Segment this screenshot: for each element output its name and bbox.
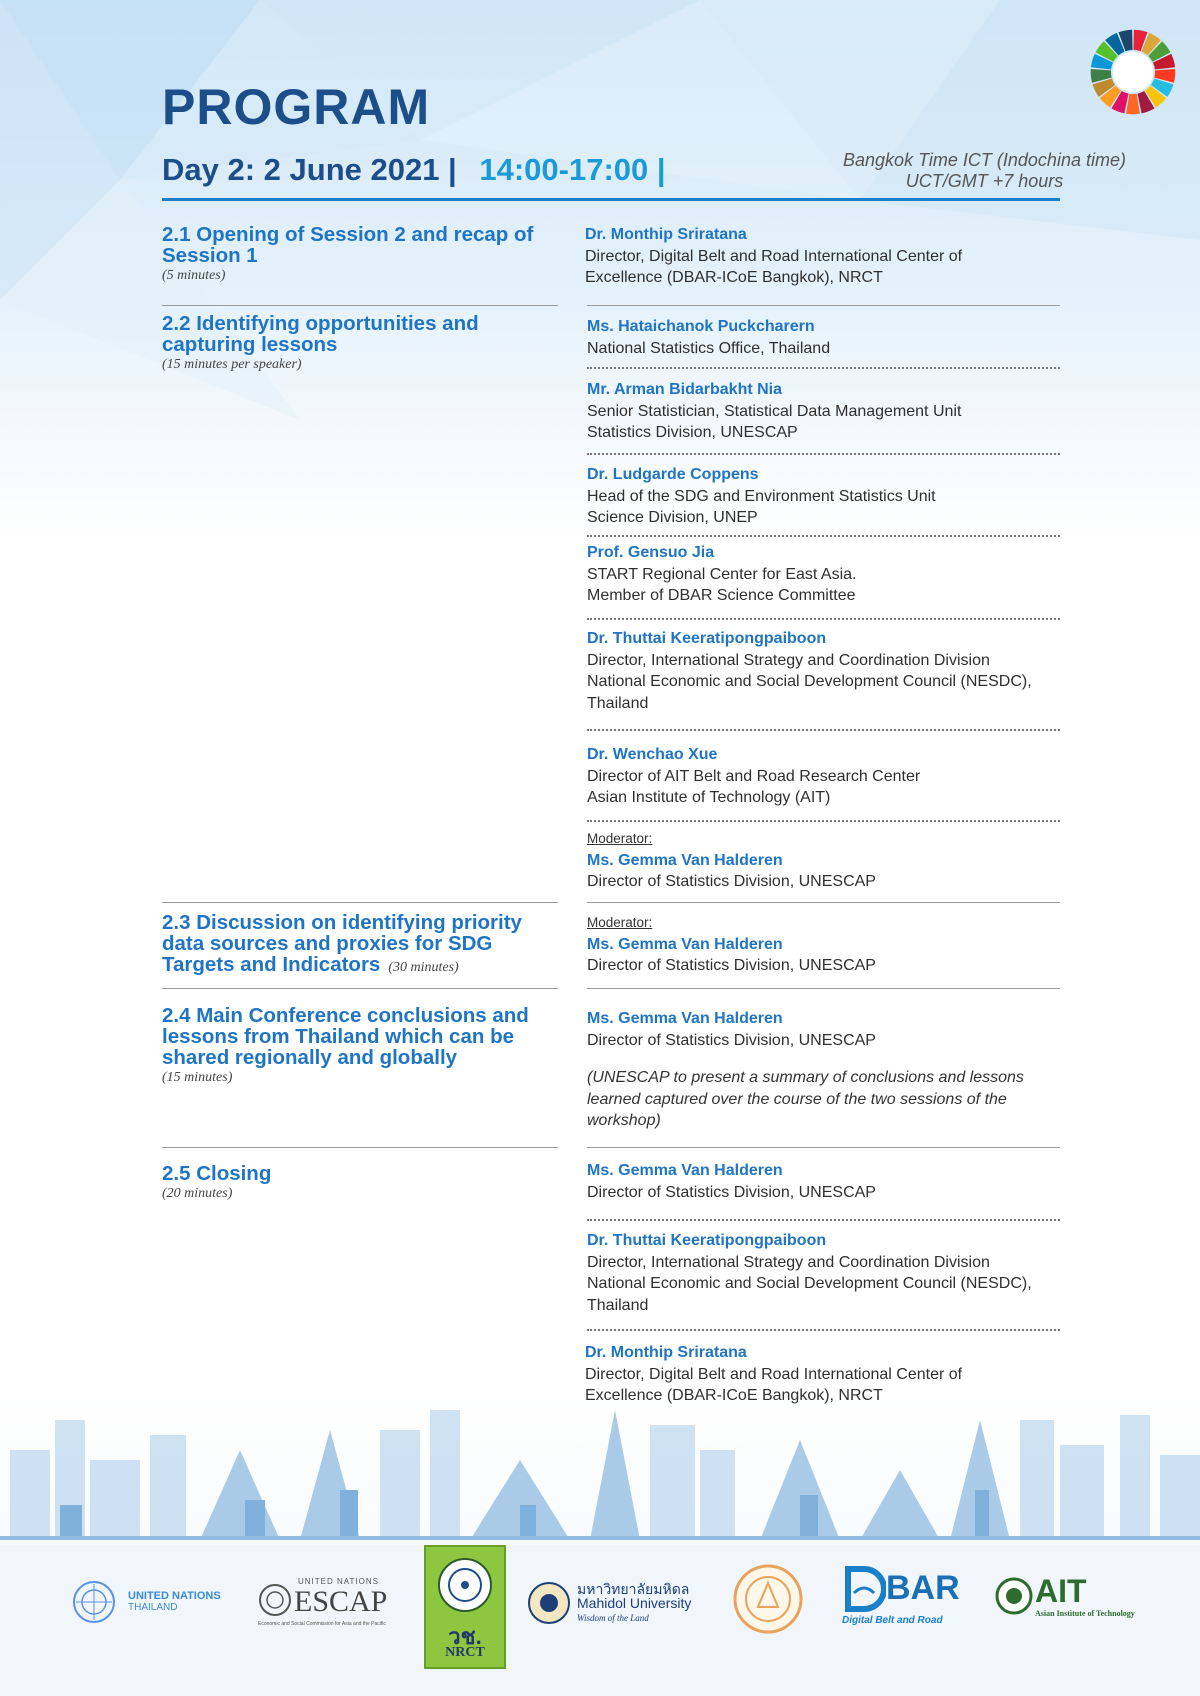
- dharma-wheel-icon: [437, 1557, 493, 1613]
- session-title: 2.2 Identifying opportunities and capturing lessons: [162, 312, 479, 356]
- escap-text: ESCAP: [294, 1585, 388, 1618]
- divider: [587, 902, 1060, 903]
- divider: [587, 1147, 1060, 1148]
- session-duration: (5 minutes): [162, 268, 226, 283]
- session-duration: (15 minutes per speaker): [162, 357, 302, 372]
- speaker: [587, 464, 1067, 529]
- dotted-divider: [587, 1219, 1060, 1221]
- session-title: 2.4 Main Conference conclusions and lessons from Thailand which can be shared regionally and globally: [162, 1004, 529, 1069]
- mahidol-thai-text: มหาวิทยาลัยมหิดล: [577, 1581, 690, 1597]
- session-title: 2.5 Closing: [162, 1162, 272, 1185]
- un-country: THAILAND: [128, 1602, 178, 1613]
- speaker-role: START Regional Center for East Asia.: [587, 565, 857, 583]
- speaker-role: Director, Digital Belt and Road International Center of: [585, 1365, 963, 1383]
- divider: [162, 902, 558, 903]
- dotted-divider: [587, 729, 1060, 731]
- moderator: [587, 912, 1067, 977]
- day-date: [162, 152, 666, 188]
- speaker: [587, 379, 1067, 444]
- nrct-text: NRCT: [445, 1645, 485, 1660]
- session-duration: (15 minutes): [162, 1070, 233, 1085]
- speaker-name: Mr. Arman Bidarbakht Nia: [587, 381, 783, 398]
- moderator-label: Moderator:: [587, 915, 653, 930]
- ait-emblem-icon: [995, 1577, 1033, 1615]
- speaker: [587, 1008, 1067, 1132]
- speaker: [587, 1230, 1067, 1316]
- city-skyline-illustration: [0, 1390, 1200, 1540]
- divider: [162, 305, 558, 306]
- speaker-name: Dr. Wenchao Xue: [587, 746, 718, 763]
- speaker-name: Dr. Monthip Sriratana: [585, 226, 747, 243]
- time-range: 14:00-17:00 |: [479, 152, 666, 187]
- dotted-divider: [587, 535, 1060, 537]
- speaker-role: Director of Statistics Division, UNESCAP: [587, 1031, 876, 1049]
- seal-icon: [732, 1563, 804, 1635]
- ait-text: AIT: [1035, 1573, 1087, 1609]
- speaker-role: Director, Digital Belt and Road International Center of: [585, 247, 963, 265]
- session-2-2: [162, 313, 562, 373]
- dotted-divider: [587, 618, 1060, 620]
- un-emblem-icon: [258, 1583, 292, 1617]
- speaker-org: Asian Institute of Technology (AIT): [587, 789, 831, 806]
- un-name: UNITED NATIONS: [128, 1590, 221, 1602]
- speaker-name: Ms. Gemma Van Halderen: [587, 1162, 783, 1179]
- speaker-name: Ms. Gemma Van Halderen: [587, 935, 783, 953]
- dotted-divider: [587, 820, 1060, 822]
- speaker-role: Director, International Strategy and Coordination Division: [587, 1253, 990, 1271]
- speaker-org: Science Division, UNEP: [587, 509, 758, 526]
- un-thailand-logo: [72, 1580, 221, 1629]
- mahidol-text: Mahidol University: [577, 1595, 692, 1611]
- moderator-label: Moderator:: [587, 831, 653, 846]
- speaker-org: National Economic and Social Development Council (NESDC),: [587, 1275, 1032, 1292]
- header-rule: [162, 198, 1060, 201]
- dotted-divider: [587, 453, 1060, 455]
- speaker-role: Senior Statistician, Statistical Data Management Unit: [587, 402, 962, 420]
- sdg-wheel-icon: [1087, 26, 1179, 118]
- date-time-line: [162, 150, 1126, 196]
- nrct-thai-text: วช.: [448, 1624, 482, 1649]
- speaker: [587, 628, 1067, 714]
- timezone-line-1: Bangkok Time ICT (Indochina time): [843, 150, 1126, 170]
- speaker: [587, 1160, 1067, 1203]
- speaker-name: Prof. Gensuo Jia: [587, 544, 715, 561]
- dbar-subtitle: Digital Belt and Road: [842, 1615, 943, 1626]
- speaker-org: National Economic and Social Development Council (NESDC),: [587, 673, 1032, 690]
- speaker-org: Excellence (DBAR-ICoE Bangkok), NRCT: [585, 1387, 883, 1404]
- page-title: PROGRAM: [162, 79, 431, 135]
- timezone-line-2: UCT/GMT +7 hours: [905, 171, 1064, 191]
- session-note: (UNESCAP to present a summary of conclusions and lessons learned captured over the course of the two sessions of the workshop): [587, 1069, 1024, 1129]
- dotted-divider: [587, 1329, 1060, 1331]
- dotted-divider: [587, 367, 1060, 369]
- session-2-1: [162, 224, 562, 284]
- divider: [587, 305, 1060, 306]
- speaker-name: Ms. Gemma Van Halderen: [587, 1010, 783, 1027]
- speaker: [587, 542, 1067, 607]
- sdg-wheel-segment: [1126, 94, 1140, 115]
- speaker-role: National Statistics Office, Thailand: [587, 339, 831, 357]
- speaker-name: Ms. Gemma Van Halderen: [587, 851, 783, 869]
- moderator: [587, 828, 1067, 893]
- speaker: [587, 744, 1067, 809]
- session-2-5: [162, 1163, 562, 1202]
- divider: [162, 1147, 558, 1148]
- speaker-role: Director of AIT Belt and Road Research Center: [587, 767, 921, 785]
- timezone-note: [742, 150, 1200, 192]
- speaker-org: Excellence (DBAR-ICoE Bangkok), NRCT: [585, 269, 883, 286]
- escap-subtitle: Economic and Social Commission for Asia and the Pacific: [258, 1621, 386, 1627]
- nrct-logo: [424, 1545, 506, 1669]
- un-emblem-icon: [72, 1580, 116, 1624]
- partner-logos: [0, 1545, 1200, 1696]
- speaker-role: Head of the SDG and Environment Statistics Unit: [587, 487, 936, 505]
- speaker-name: Dr. Thuttai Keeratipongpaiboon: [587, 1232, 827, 1249]
- speaker-country: Thailand: [587, 694, 649, 712]
- speaker: [585, 224, 1065, 289]
- divider: [587, 988, 1060, 989]
- mahidol-motto: Wisdom of the Land: [577, 1613, 649, 1623]
- session-title-text: 2.3 Discussion on identifying priority data sources and proxies for SDG Targets and Indicators: [162, 911, 522, 976]
- dbar-d-icon: [842, 1565, 886, 1613]
- session-title: 2.1 Opening of Session 2 and recap of Session 1: [162, 223, 534, 267]
- speaker-name: Dr. Ludgarde Coppens: [587, 466, 759, 483]
- session-duration: (20 minutes): [162, 1186, 233, 1201]
- speaker: [587, 316, 1067, 359]
- dbar-text: BAR: [886, 1569, 960, 1607]
- speaker-role: Director, International Strategy and Coordination Division: [587, 651, 990, 669]
- session-duration: (30 minutes): [388, 960, 459, 975]
- thai-government-seal: [732, 1563, 804, 1640]
- speaker-org: Statistics Division, UNESCAP: [587, 424, 798, 441]
- session-title: [162, 912, 562, 978]
- speaker-org: Member of DBAR Science Committee: [587, 587, 856, 604]
- ait-subtitle: Asian Institute of Technology: [1035, 1609, 1135, 1618]
- session-2-4: [162, 1005, 562, 1086]
- speaker-name: Dr. Monthip Sriratana: [585, 1344, 747, 1361]
- mahidol-seal-icon: [527, 1581, 571, 1625]
- speaker-country: Thailand: [587, 1296, 649, 1314]
- divider: [162, 988, 558, 989]
- speaker-role: Director of Statistics Division, UNESCAP: [587, 1183, 876, 1201]
- speaker-name: Dr. Thuttai Keeratipongpaiboon: [587, 630, 827, 647]
- speaker-role: Director of Statistics Division, UNESCAP: [587, 957, 876, 974]
- day-label: Day 2: 2 June 2021 |: [162, 152, 457, 187]
- speaker-role: Director of Statistics Division, UNESCAP: [587, 873, 876, 890]
- speaker-name: Ms. Hataichanok Puckcharern: [587, 318, 815, 335]
- session-2-3: [162, 912, 562, 978]
- escap-top-text: UNITED NATIONS: [298, 1577, 379, 1586]
